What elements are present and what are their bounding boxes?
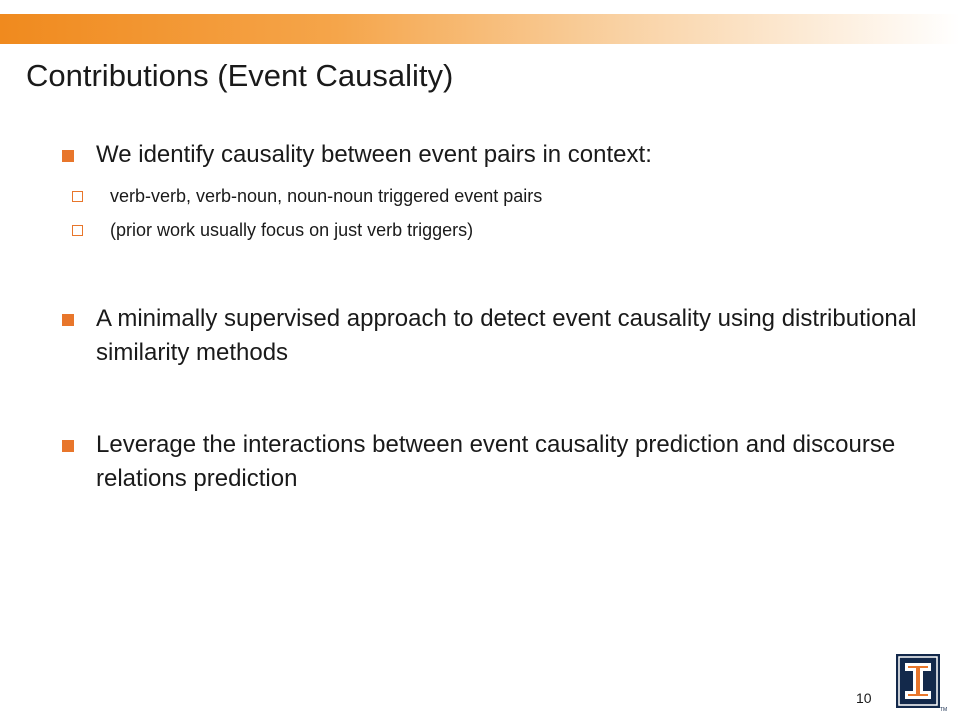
- hollow-square-bullet-icon: [72, 191, 83, 202]
- bullet-3-text: Leverage the interactions between event causality prediction and discourse relations prediction: [96, 431, 896, 492]
- bullet-3: [62, 428, 922, 496]
- sub-bullet-1-text: verb-verb, verb-noun, noun-noun triggered event pairs: [110, 186, 543, 206]
- square-bullet-icon: [62, 314, 74, 326]
- hollow-square-bullet-icon: [72, 225, 83, 236]
- bullet-2: [62, 302, 922, 370]
- square-bullet-icon: [62, 440, 74, 452]
- top-accent-bar: [0, 14, 960, 44]
- sub-bullet-1: [62, 182, 922, 210]
- page-number: 10: [856, 690, 872, 706]
- sub-bullet-2-text: (prior work usually focus on just verb triggers): [110, 220, 474, 240]
- trademark-mark: TM: [940, 707, 948, 713]
- slide-title: Contributions (Event Causality): [26, 58, 454, 93]
- bullet-1: [62, 138, 922, 172]
- sub-bullet-2: [62, 216, 922, 244]
- illinois-block-i-logo: [896, 654, 948, 713]
- square-bullet-icon: [62, 150, 74, 162]
- bullet-2-text: A minimally supervised approach to detect event causality using distributional similarity methods: [96, 305, 917, 366]
- slide-content: [62, 138, 922, 496]
- bullet-1-text: We identify causality between event pairs in context:: [96, 141, 652, 168]
